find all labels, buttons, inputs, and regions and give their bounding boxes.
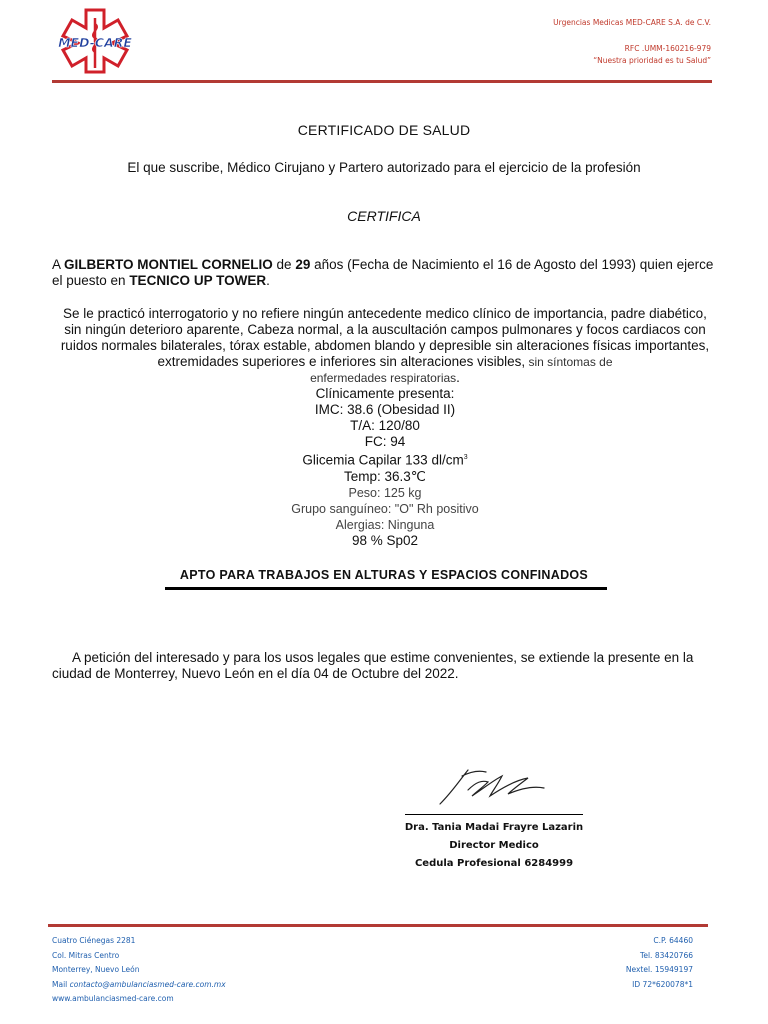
slogan: “Nuestra prioridad es tu Salud” (593, 56, 711, 65)
footer-mail-link[interactable]: contacto@ambulanciasmed-care.com.mx (69, 979, 226, 989)
patient-de: de (272, 257, 296, 272)
clinical-findings (55, 306, 715, 549)
footer-nextel: Nextel. 15949197 (625, 965, 693, 974)
patient-prefix: A (52, 257, 65, 272)
footer-address-street: Cuatro Ciénegas 2281 (52, 936, 136, 945)
footer-website-link[interactable]: www.ambulanciasmed-care.com (52, 994, 174, 1003)
footer-divider (48, 924, 708, 927)
vitals-heading: Clínicamente presenta: (315, 386, 455, 401)
glicemia-value: Glicemia Capilar 133 dl/cm (302, 452, 464, 468)
footer-tel: Tel. 83420766 (640, 950, 693, 960)
fitness-statement: APTO PARA TRABAJOS EN ALTURAS Y ESPACIOS CONFINADOS (179, 568, 589, 582)
vital-peso: Peso: 125 kg (348, 485, 422, 500)
findings-paragraph (55, 306, 715, 386)
findings-dot: . (456, 370, 460, 385)
intro-text: El que suscribe, Médico Cirujano y Partero autorizado para el ejercicio de la profesión (127, 160, 641, 175)
vital-spo2: 98 % Sp02 (351, 532, 419, 548)
header-divider (52, 80, 712, 83)
footer-id: ID 72*620078*1 (632, 979, 693, 989)
fitness-underline (165, 587, 607, 590)
vital-alergias: Alergias: Ninguna (335, 517, 435, 532)
patient-name: GILBERTO MONTIEL CORNELIO (64, 257, 273, 272)
document-title: CERTIFICADO DE SALUD (297, 122, 471, 138)
doctor-license: Cedula Profesional 6284999 (414, 858, 574, 869)
footer-cp: C.P. 64460 (653, 936, 693, 945)
footer-mail (52, 978, 226, 993)
vital-glicemia (55, 450, 715, 469)
vital-temp: Temp: 36.3℃ (344, 468, 426, 484)
findings-tail: sin síntomas de (525, 355, 613, 369)
findings-tail-2: enfermedades respiratorias (310, 371, 457, 385)
signature-line (405, 814, 583, 815)
vital-grupo: Grupo sanguíneo: "O" Rh positivo (291, 501, 479, 516)
patient-details: años (Fecha de Nacimiento el 16 de Agosto del 1993) quien ejerce el puesto en (52, 257, 714, 288)
findings-main: Se le practicó interrogatorio y no refiere ningún antecedente medico clínico de importancia, padre diabético, sin ningún deterioro aparente, Cabeza normal, a la auscultación campos pulmonares y focos cardiacos con ruidos normales bilaterales, tórax estable, abdomen blando y depresible sin alteraciones físicas importantes, extremidades superiores e inferiores sin alteraciones visibles, (60, 306, 710, 369)
doctor-name: Dra. Tania Madai Frayre Lazarin (404, 822, 584, 833)
footer-contact (626, 934, 693, 992)
rfc: RFC .UMM-160216-979 (624, 44, 711, 53)
vital-ta: T/A: 120/80 (350, 418, 420, 433)
footer-address (52, 934, 226, 1007)
patient-end: . (266, 273, 270, 288)
doctor-role: Director Medico (449, 840, 539, 851)
footer-address-colony: Col. Mitras Centro (52, 950, 120, 960)
logo-text: MED-CARE (58, 35, 132, 50)
glicemia-unit-sup: 3 (463, 454, 468, 461)
certifica-heading: CERTIFICA (347, 208, 421, 224)
doctor-signature (432, 762, 552, 812)
vital-fc: FC: 94 (364, 434, 406, 449)
patient-paragraph (52, 257, 720, 289)
med-care-logo (58, 8, 132, 74)
footer-address-city: Monterrey, Nuevo León (52, 965, 140, 974)
patient-position: TECNICO UP TOWER (129, 273, 267, 288)
patient-age: 29 (295, 257, 311, 272)
closing-paragraph: A petición del interesado y para los usos legales que estime convenientes, se extiende la presente en la ciudad de Monterrey, Nuevo León en el día 04 de Octubre del 2022. (52, 650, 694, 681)
vital-imc: IMC: 38.6 (Obesidad II) (314, 402, 456, 417)
company-name: Urgencias Medicas MED-CARE S.A. de C.V. (553, 18, 711, 27)
footer-mail-label: Mail (52, 979, 70, 989)
